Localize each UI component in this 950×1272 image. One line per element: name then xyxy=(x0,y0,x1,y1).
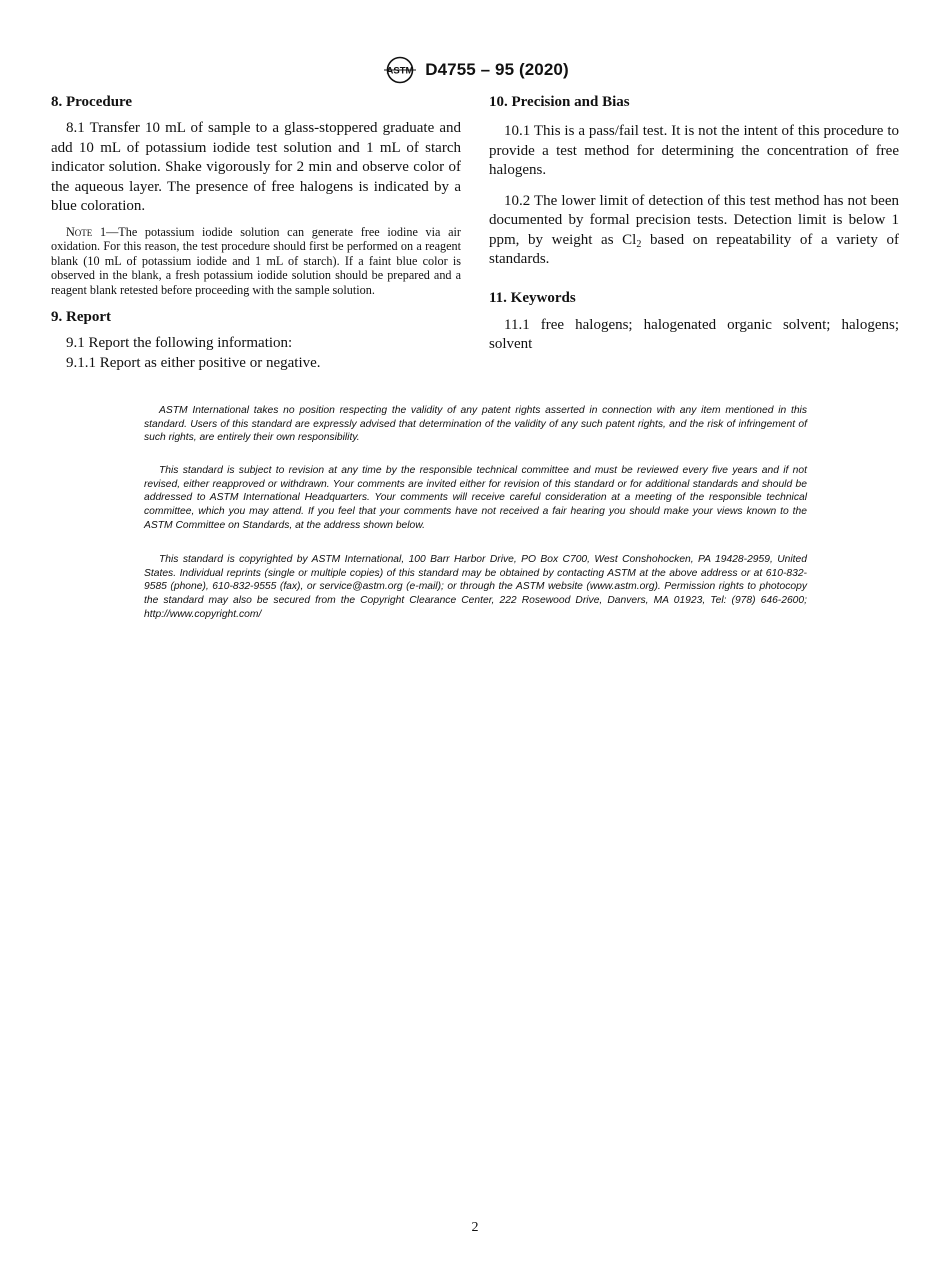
astm-logo-icon xyxy=(381,56,419,84)
paragraph-9-1: 9.1 Report the following information: xyxy=(66,335,293,352)
note-1 xyxy=(51,225,461,298)
chlorine-subscript: 2 xyxy=(636,238,642,250)
paragraph-10-1: 10.1 This is a pass/fail test. It is not the intent of this procedure to provide a test method for determining the concentration of free halogens. xyxy=(489,123,899,178)
paragraph-11-1: 11.1 free halogens; halogenated organic solvent; halogens; solvent xyxy=(489,316,899,352)
left-column xyxy=(51,92,461,373)
section-11-heading: 11. Keywords xyxy=(489,289,576,306)
section-8-heading: 8. Procedure xyxy=(51,94,133,110)
right-column xyxy=(489,92,899,355)
section-9-heading: 9. Report xyxy=(51,309,111,326)
page-header xyxy=(0,56,950,84)
svg-text:ASTM: ASTM xyxy=(386,65,414,77)
revision-notice: This standard is subject to revision at any time by the responsible technical committee and must be reviewed every five years and if not revised, either reapproved or withdrawn. Your comments are invited either for revision of this standard or for additional standards and should be addressed to ASTM International Headquarters. Your comments will receive careful consideration at a meeting of the responsible technical committee, which you may attend. If you feel that your comments have not received a fair hearing you should make your views known to the ASTM Committee on Standards, at the address shown below. xyxy=(144,465,807,531)
patent-notice: ASTM International takes no position respecting the validity of any patent rights asserted in connection with any item mentioned in this standard. Users of this standard are expressly advised that determination of the validity of any such patent rights, and the risk of infringement of such rights, are entirely their own responsibility. xyxy=(144,405,807,444)
note-1-text: —The potassium iodide solution can generate free iodine via air oxidation. For this reason, the test procedure should first be performed on a reagent blank (10 mL of potassium iodide and 1 mL of starch). If a faint blue color is observed in the blank, a fresh potassium iodide solution should be prepared and a reagent blank retested before proceeding with the sample solution. xyxy=(51,224,461,297)
paragraph-10-2-text-end: based on repeatability of a variety of standards. xyxy=(489,231,899,267)
paragraph-10-2 xyxy=(489,192,899,270)
paragraph-10-2-text: 10.2 The lower limit of detection of this test method has not been documented by formal precision tests. Detection limit is below 1 ppm, by weight as Cl xyxy=(489,192,899,248)
note-1-label: Note 1 xyxy=(66,224,107,239)
copyright-notice: This standard is copyrighted by ASTM International, 100 Barr Harbor Drive, PO Box C700, West Conshohocken, PA 19428-2959, United States. Individual reprints (single or multiple copies) of this standard may be obtained by contacting ASTM at the above address or at 610-832-9585 (phone), 610-832-9555 (fax), or service@astm.org (e-mail); or through the ASTM website (www.astm.org). Permission rights to photocopy the standard may also be secured from the Copyright Clearance Center, 222 Rosewood Drive, Danvers, MA 01923, Tel: (978) 646-2600; http://www.copyright.com/ xyxy=(144,554,807,620)
paragraph-8-1: 8.1 Transfer 10 mL of sample to a glass-stoppered graduate and add 10 mL of potassium iodide test solution and 1 mL of starch indicator solution. Shake vigorously for 2 min and observe color of the aqueous layer. The presence of free halogens is indicated by a blue coloration. xyxy=(51,120,461,214)
paragraph-9-1-1: 9.1.1 Report as either positive or negative. xyxy=(66,354,321,371)
section-10-heading: 10. Precision and Bias xyxy=(489,94,630,110)
document-designation: D4755 – 95 (2020) xyxy=(425,60,569,79)
page-number: 2 xyxy=(471,1220,479,1235)
